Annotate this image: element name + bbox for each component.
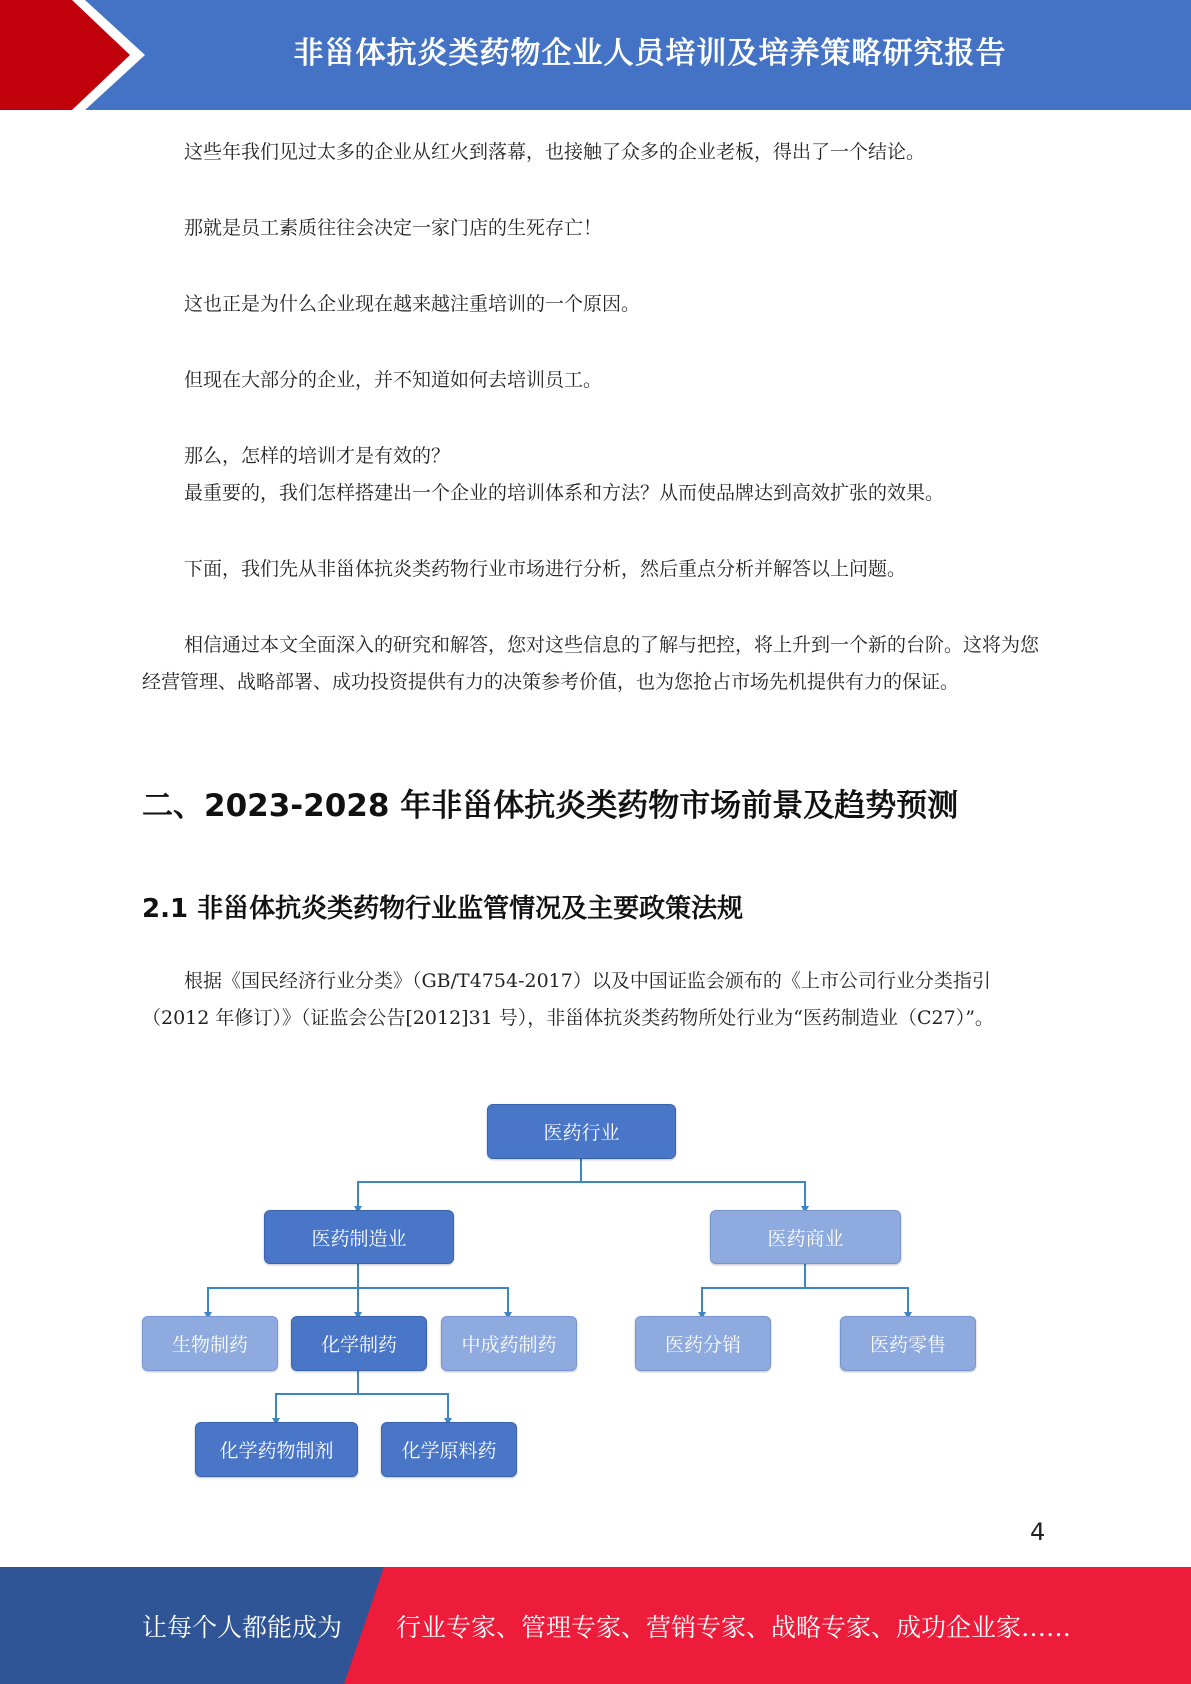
paragraph: 那就是员工素质往往会决定一家门店的生死存亡！ <box>184 217 603 239</box>
node-chem-raw-material: 化学原料药 <box>381 1422 517 1477</box>
page-header <box>0 0 1191 110</box>
paragraph: 但现在大部分的企业，并不知道如何去培训员工。 <box>184 369 603 391</box>
section-heading: 二、2023-2028 年非甾体抗炎类药物市场前景及趋势预测 <box>142 788 959 824</box>
node-pharma-retail: 医药零售 <box>840 1316 976 1371</box>
page-footer <box>0 1567 1191 1684</box>
node-bio-pharma: 生物制药 <box>142 1316 278 1371</box>
paragraph: 根据《国民经济行业分类》（GB/T4754-2017）以及中国证监会颁布的《上市公司行业分类指引（2012 年修订）》（证监会公告[2012]31 号），非甾体抗炎类药物所处行业为“医药制造业（C27）”。 <box>142 970 994 1029</box>
paragraph: 下面，我们先从非甾体抗炎类药物行业市场进行分析，然后重点分析并解答以上问题。 <box>184 558 907 580</box>
node-chem-pharma: 化学制药 <box>291 1316 427 1371</box>
node-pharma-commerce: 医药商业 <box>710 1210 901 1264</box>
node-chem-formulation: 化学药物制剂 <box>195 1422 358 1477</box>
footer-slogan-right: 行业专家、管理专家、营销专家、战略专家、成功企业家…… <box>396 1612 1072 1642</box>
paragraph: 那么，怎样的培训才是有效的？ <box>184 445 451 467</box>
report-title: 非甾体抗炎类药物企业人员培训及培养策略研究报告 <box>293 36 1007 71</box>
page-number: 4 <box>1030 1518 1046 1546</box>
paragraph: 相信通过本文全面深入的研究和解答，您对这些信息的了解与把控，将上升到一个新的台阶。这将为您经营管理、战略部署、成功投资提供有力的决策参考价值，也为您抢占市场先机提供有力的保证。 <box>142 634 1040 693</box>
node-pharma-industry: 医药行业 <box>487 1104 676 1159</box>
footer-slogan-left: 让每个人都能成为 <box>142 1612 343 1642</box>
node-pharma-distribution: 医药分销 <box>635 1316 771 1371</box>
paragraph: 最重要的，我们怎样搭建出一个企业的培训体系和方法？从而使品牌达到高效扩张的效果。 <box>184 482 945 504</box>
node-pharma-manufacturing: 医药制造业 <box>264 1210 454 1264</box>
paragraph: 这些年我们见过太多的企业从红火到落幕，也接触了众多的企业老板，得出了一个结论。 <box>184 141 926 163</box>
paragraph: 这也正是为什么企业现在越来越注重培训的一个原因。 <box>184 293 641 315</box>
subsection-heading: 2.1 非甾体抗炎类药物行业监管情况及主要政策法规 <box>142 894 744 924</box>
node-tcm-pharma: 中成药制药 <box>441 1316 577 1371</box>
